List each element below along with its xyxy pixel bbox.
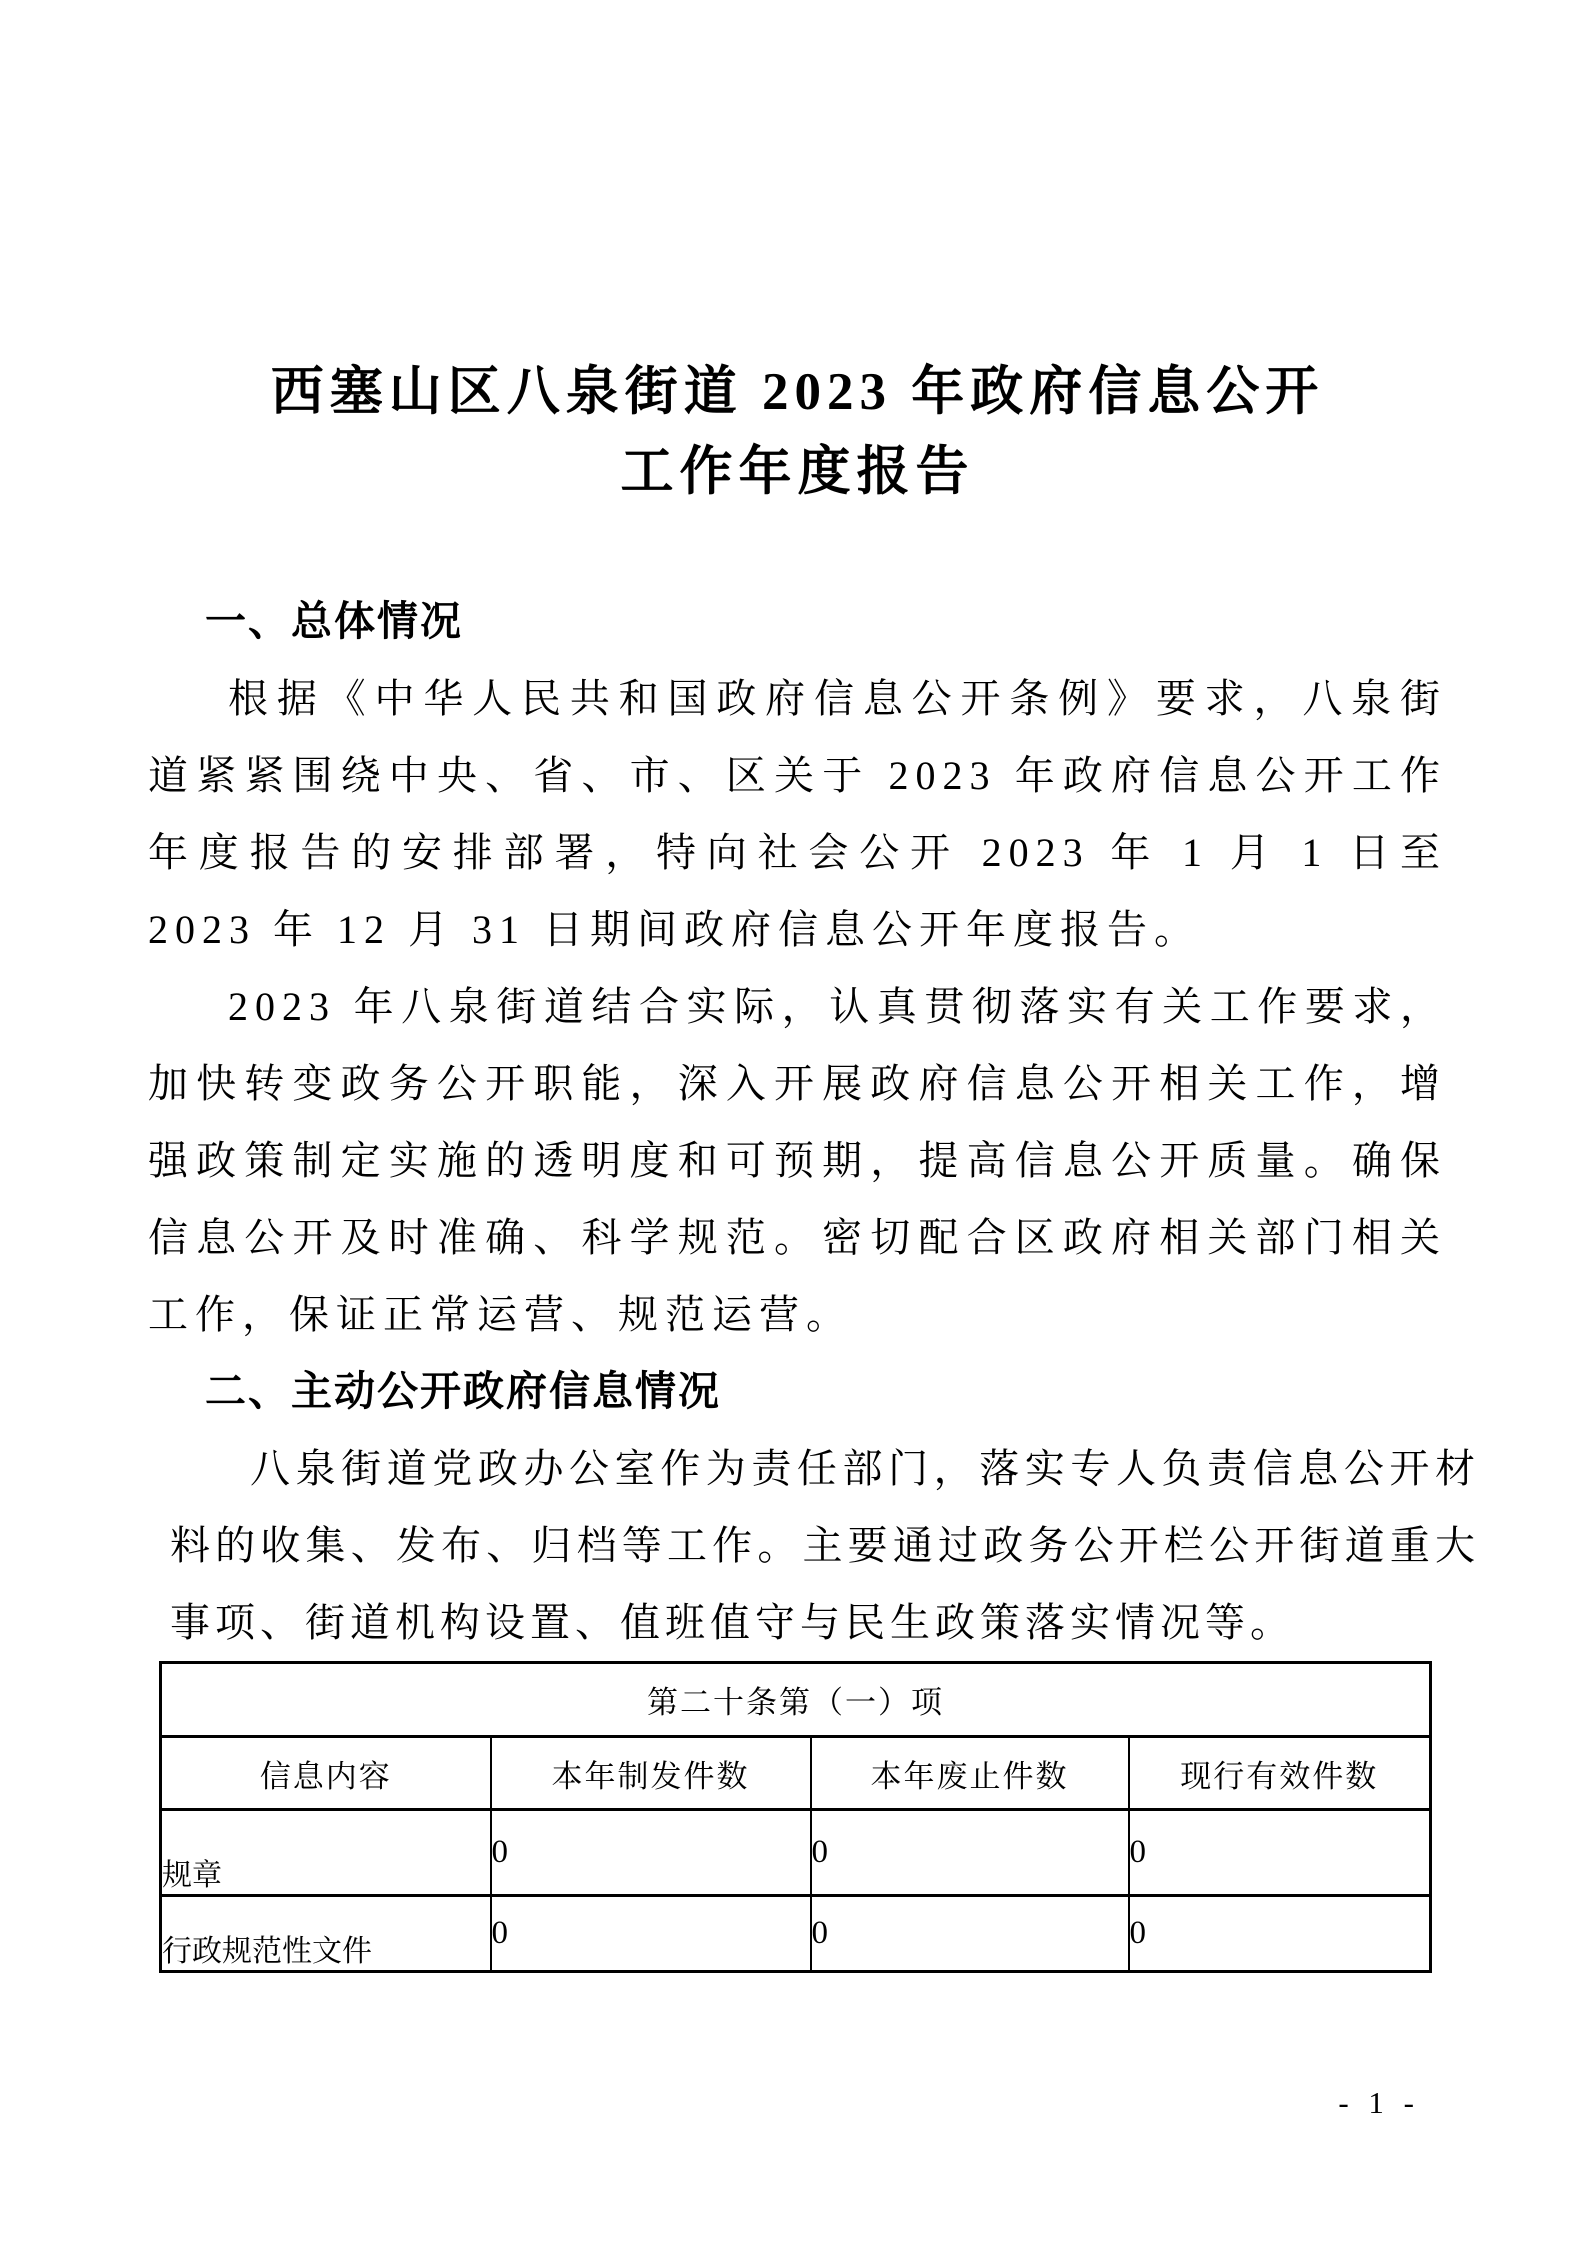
cell-value: 0 xyxy=(1129,1896,1431,1972)
cell-value: 0 xyxy=(811,1810,1129,1896)
column-header-repealed-this-year: 本年废止件数 xyxy=(811,1737,1129,1810)
section-1-paragraph-1: 根据《中华人民共和国政府信息公开条例》要求，八泉街道紧紧围绕中央、省、市、区关于 2023 年政府信息公开工作年度报告的安排部署，特向社会公开 2023 年 1 月 1 日至 2023 年 12 月 31 日期间政府信息公开年度报告。 xyxy=(148,676,1447,952)
column-header-info-content: 信息内容 xyxy=(161,1737,491,1810)
row-label-regulations: 规章 xyxy=(161,1810,491,1896)
document-content xyxy=(148,0,1480,1973)
column-header-issued-this-year: 本年制发件数 xyxy=(491,1737,811,1810)
article-20-item-1-table xyxy=(159,1661,1432,1973)
cell-value: 0 xyxy=(811,1896,1129,1972)
section-2-heading: 二、主动公开政府信息情况 xyxy=(205,1368,721,1414)
document-title-line-1: 西塞山区八泉街道 2023 年政府信息公开 xyxy=(270,363,1325,421)
section-1-paragraph-2: 2023 年八泉街道结合实际，认真贯彻落实有关工作要求，加快转变政务公开职能，深入开展政府信息公开相关工作，增强政策制定实施的透明度和可预期，提高信息公开质量。确保信息公开及时准确、科学规范。密切配合区政府相关部门相关工作，保证正常运营、规范运营。 xyxy=(148,984,1447,1337)
table-header-row xyxy=(161,1737,1431,1810)
section-1-heading: 一、总体情况 xyxy=(205,598,463,644)
document-title-line-2: 工作年度报告 xyxy=(620,443,975,501)
row-label-normative-documents: 行政规范性文件 xyxy=(161,1896,491,1972)
table-caption-row xyxy=(161,1663,1431,1737)
cell-value: 0 xyxy=(1129,1810,1431,1896)
table-row xyxy=(161,1896,1431,1972)
cell-value: 0 xyxy=(491,1896,811,1972)
table-caption: 第二十条第（一）项 xyxy=(161,1663,1431,1737)
table-row xyxy=(161,1810,1431,1896)
cell-value: 0 xyxy=(491,1810,811,1896)
section-2-paragraph-1: 八泉街道党政办公室作为责任部门，落实专人负责信息公开材料的收集、发布、归档等工作。主要通过政务公开栏公开街道重大事项、街道机构设置、值班值守与民生政策落实情况等。 xyxy=(170,1446,1480,1645)
page-number: - 1 - xyxy=(1338,2085,1420,2120)
document-title xyxy=(148,352,1447,512)
column-header-currently-valid: 现行有效件数 xyxy=(1129,1737,1431,1810)
